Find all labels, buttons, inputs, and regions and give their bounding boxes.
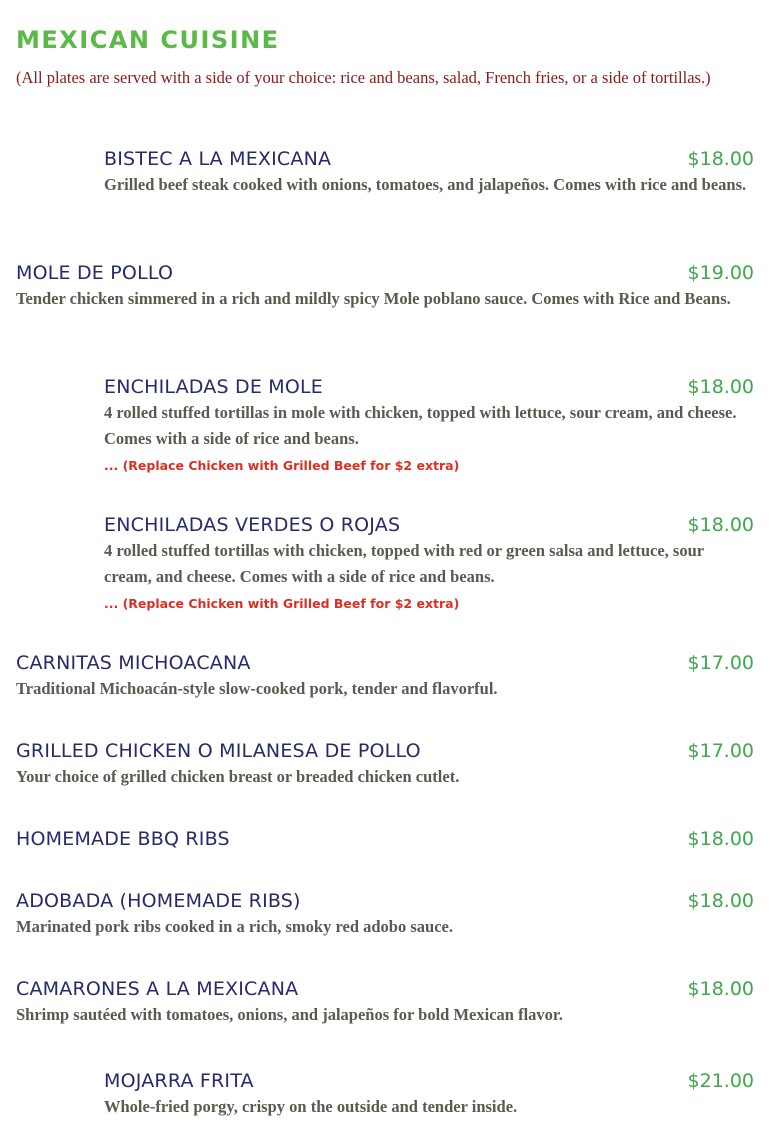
item-price: $18.00: [687, 828, 754, 850]
item-price: $18.00: [687, 376, 754, 398]
item-description: Tender chicken simmered in a rich and mildly spicy Mole poblano sauce. Comes with Rice and Beans.: [16, 289, 731, 308]
item-price: $17.00: [687, 740, 754, 762]
item-description: Whole-fried porgy, crispy on the outside and tender inside.: [104, 1097, 518, 1116]
item-name: BISTEC A LA MEXICANA: [104, 148, 332, 170]
item-description: Traditional Michoacán-style slow-cooked pork, tender and flavorful.: [16, 679, 498, 698]
item-extra-note: ... (Replace Chicken with Grilled Beef for $2 extra): [104, 596, 460, 611]
item-description: Grilled beef steak cooked with onions, tomatoes, and jalapeños. Comes with rice and beans.: [104, 175, 747, 194]
item-name: CAMARONES A LA MEXICANA: [16, 978, 299, 1000]
menu-item-adobada: [16, 890, 754, 940]
item-price: $19.00: [687, 262, 754, 284]
menu-item-enchiladas-verdes: [104, 514, 754, 611]
item-name: HOMEMADE BBQ RIBS: [16, 828, 230, 850]
menu-item-bistec: [104, 148, 754, 198]
item-description: Your choice of grilled chicken breast or breaded chicken cutlet.: [16, 767, 460, 786]
menu-item-grilled-chicken: [16, 740, 754, 790]
item-price: $18.00: [687, 514, 754, 536]
item-description: Marinated pork ribs cooked in a rich, smoky red adobo sauce.: [16, 917, 453, 936]
item-name: GRILLED CHICKEN O MILANESA DE POLLO: [16, 740, 421, 762]
item-price: $21.00: [687, 1070, 754, 1092]
item-description: 4 rolled stuffed tortillas in mole with chicken, topped with lettuce, sour cream, and cheese. Comes with a side of rice and beans.: [104, 403, 737, 448]
section-note: (All plates are served with a side of your choice: rice and beans, salad, French fries, or a side of tortillas.): [16, 68, 711, 87]
item-name: ADOBADA (HOMEMADE RIBS): [16, 890, 301, 912]
menu-item-enchiladas-de-mole: [104, 376, 754, 473]
menu-item-carnitas: [16, 652, 754, 702]
item-price: $18.00: [687, 890, 754, 912]
menu-item-mole-de-pollo: [16, 262, 754, 312]
item-name: MOJARRA FRITA: [104, 1070, 254, 1092]
item-description: Shrimp sautéed with tomatoes, onions, and jalapeños for bold Mexican flavor.: [16, 1005, 563, 1024]
menu-item-camarones: [16, 978, 754, 1028]
item-description: 4 rolled stuffed tortillas with chicken, topped with red or green salsa and lettuce, sour cream, and cheese. Comes with a side of rice and beans.: [104, 541, 704, 586]
item-name: ENCHILADAS DE MOLE: [104, 376, 324, 398]
menu-item-mojarra-frita: [104, 1070, 754, 1120]
item-extra-note: ... (Replace Chicken with Grilled Beef for $2 extra): [104, 458, 460, 473]
menu-item-bbq-ribs: [16, 828, 754, 850]
item-price: $17.00: [687, 652, 754, 674]
item-name: CARNITAS MICHOACANA: [16, 652, 251, 674]
item-name: ENCHILADAS VERDES O ROJAS: [104, 514, 401, 536]
item-price: $18.00: [687, 978, 754, 1000]
section-title: MEXICAN CUISINE: [16, 26, 280, 54]
item-price: $18.00: [687, 148, 754, 170]
item-name: MOLE DE POLLO: [16, 262, 174, 284]
